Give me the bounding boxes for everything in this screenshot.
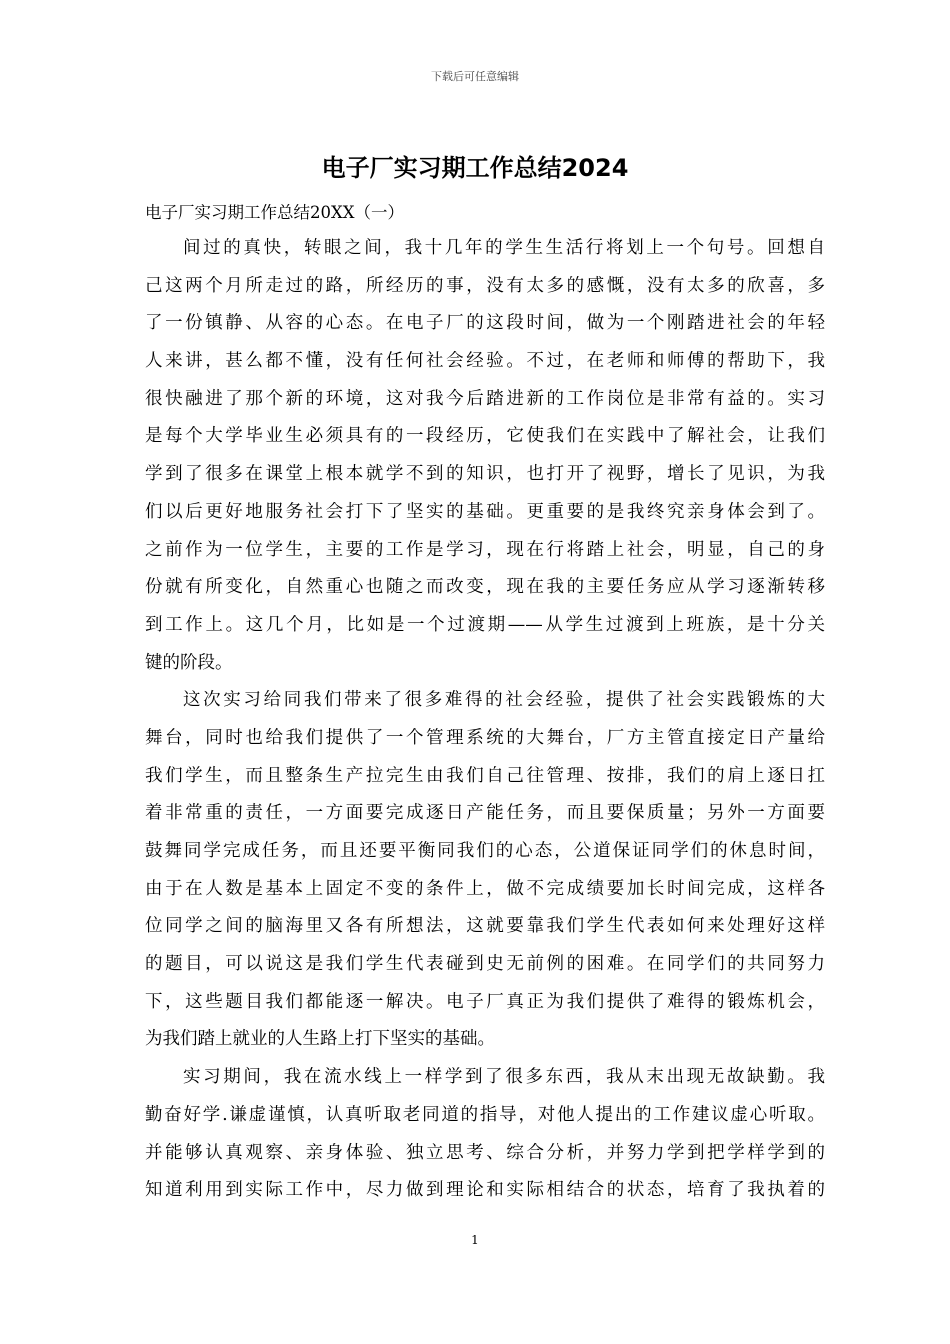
paragraph-1-line: 人来讲，甚么都不懂，没有任何社会经验。不过，在老师和师傅的帮助下，我	[145, 351, 825, 372]
page-header-note: 下载后可任意编辑	[431, 70, 519, 83]
paragraph-3-line: 勤奋好学.谦虚谨慎，认真听取老同道的指导，对他人提出的工作建议虚心听取。	[145, 1104, 825, 1125]
paragraph-2-line: 我们学生，而且整条生产拉完生由我们自己往管理、按排，我们的肩上逐日扛	[145, 765, 825, 786]
paragraph-1-line: 键的阶段。	[145, 652, 233, 673]
paragraph-2-line: 为我们踏上就业的人生路上打下坚实的基础。	[145, 1029, 495, 1050]
paragraph-1-line: 之前作为一位学生，主要的工作是学习，现在行将踏上社会，明显，自己的身	[145, 539, 825, 560]
paragraph-2-line: 由于在人数是基本上固定不变的条件上，做不完成绩要加长时间完成，这样各	[145, 878, 825, 899]
paragraph-2-line: 位同学之间的脑海里又各有所想法，这就要靠我们学生代表如何来处理好这样	[145, 916, 825, 937]
paragraph-2-line: 鼓舞同学完成任务，而且还要平衡同我们的心态，公道保证同学们的休息时间，	[145, 841, 825, 861]
paragraph-3-line: 实习期间，我在流水线上一样学到了很多东西，我从末出现无故缺勤。我	[183, 1067, 825, 1088]
paragraph-1-line: 了一份镇静、从容的心态。在电子厂的这段时间，做为一个刚踏进社会的年轻	[145, 313, 825, 334]
document-subtitle: 电子厂实习期工作总结20XX（一）	[145, 203, 404, 222]
paragraph-1-line: 很快融进了那个新的环境，这对我今后踏进新的工作岗位是非常有益的。实习	[145, 388, 825, 409]
paragraph-2-line: 舞台，同时也给我们提供了一个管理系统的大舞台，厂方主管直接定日产量给	[145, 727, 825, 748]
paragraph-2-line: 下，这些题目我们都能逐一解决。电子厂真正为我们提供了难得的锻炼机会，	[145, 991, 825, 1012]
document-title: 电子厂实习期工作总结2024	[321, 154, 629, 182]
paragraph-2-line: 着非常重的责任，一方面要完成逐日产能任务，而且要保质量；另外一方面要	[145, 803, 825, 824]
paragraph-1-line: 们以后更好地服务社会打下了坚实的基础。更重要的是我终究亲身体会到了。	[145, 501, 825, 522]
paragraph-3-line: 并能够认真观察、亲身体验、独立思考、综合分析，并努力学到把学样学到的	[145, 1142, 825, 1163]
paragraph-1-line: 到工作上。这几个月，比如是一个过渡期——从学生过渡到上班族，是十分关	[145, 614, 825, 635]
paragraph-1-line: 己这两个月所走过的路，所经历的事，没有太多的感慨，没有太多的欣喜，多	[145, 275, 825, 296]
paragraph-1-line: 份就有所变化，自然重心也随之而改变，现在我的主要任务应从学习逐渐转移	[145, 577, 825, 598]
paragraph-1-line: 是每个大学毕业生必须具有的一段经历，它使我们在实践中了解社会，让我们	[145, 426, 825, 447]
paragraph-3-line: 知道利用到实际工作中，尽力做到理论和实际相结合的状态，培育了我执着的	[145, 1180, 825, 1201]
paragraph-1-line: 学到了很多在课堂上根本就学不到的知识，也打开了视野，增长了见识，为我	[145, 464, 825, 485]
page-number: 1	[471, 1233, 479, 1247]
paragraph-2-line: 的题目，可以说这是我们学生代表碰到史无前例的困难。在同学们的共同努力	[145, 954, 825, 975]
paragraph-2-line: 这次实习给同我们带来了很多难得的社会经验，提供了社会实践锻炼的大	[183, 690, 825, 711]
document-body	[145, 234, 825, 1214]
paragraph-1-line: 间过的真快，转眼之间，我十几年的学生生活行将划上一个句号。回想自	[183, 238, 825, 258]
